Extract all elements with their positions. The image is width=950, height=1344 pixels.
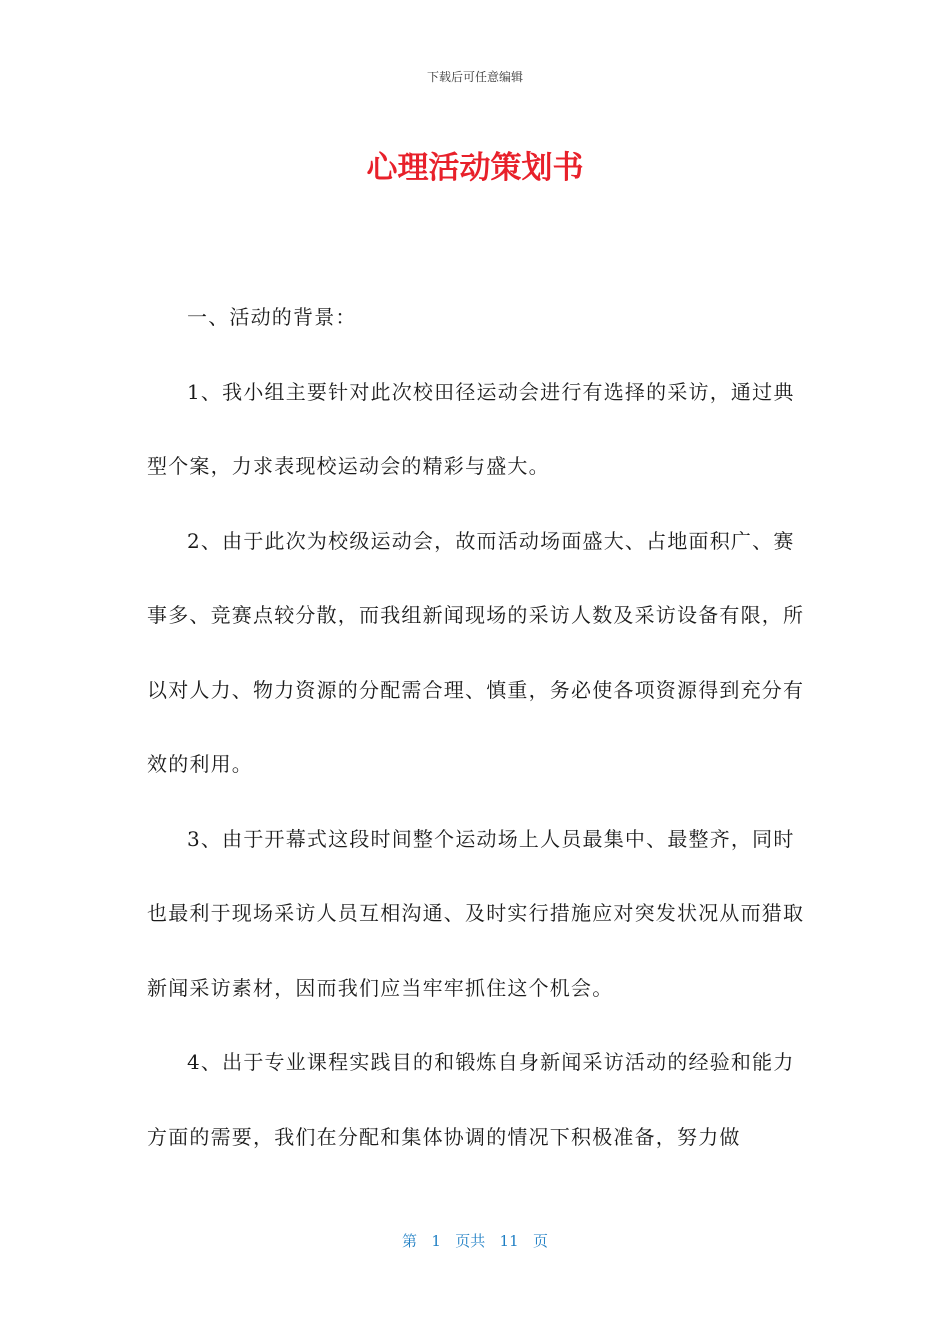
footer-prefix: 第 <box>402 1232 418 1250</box>
paragraph-item-1: 1、我小组主要针对此次校田径运动会进行有选择的采访，通过典型个案，力求表现校运动会的精彩与盛大。 <box>147 379 795 478</box>
paragraph-background-heading: 一、活动的背景： <box>187 305 357 329</box>
paragraph-item-2: 2、由于此次为校级运动会，故而活动场面盛大、占地面积广、赛事多、竞赛点较分散，而我组新闻现场的采访人数及采访设备有限，所以对人力、物力资源的分配需合理、慎重，务必使各项资源得到充分有效的利用。 <box>147 528 805 776</box>
current-page-number: 1 <box>431 1232 441 1250</box>
total-pages-number: 11 <box>499 1232 519 1250</box>
paragraph-item-3: 3、由于开幕式这段时间整个运动场上人员最集中、最整齐，同时也最利于现场采访人员互相沟通、及时实行措施应对突发状况从而猎取新闻采访素材，因而我们应当牢牢抓住这个机会。 <box>147 826 805 1000</box>
document-title: 心理活动策划书 <box>366 150 584 186</box>
footer-middle: 页共 <box>455 1232 486 1250</box>
paragraph-item-4: 4、出于专业课程实践目的和锻炼自身新闻采访活动的经验和能力方面的需要，我们在分配和集体协调的情况下积极准备，努力做 <box>147 1050 795 1149</box>
footer-suffix: 页 <box>532 1232 548 1250</box>
header-note: 下载后可任意编辑 <box>426 70 523 84</box>
page-footer <box>0 1230 950 1251</box>
document-body <box>147 280 807 1174</box>
